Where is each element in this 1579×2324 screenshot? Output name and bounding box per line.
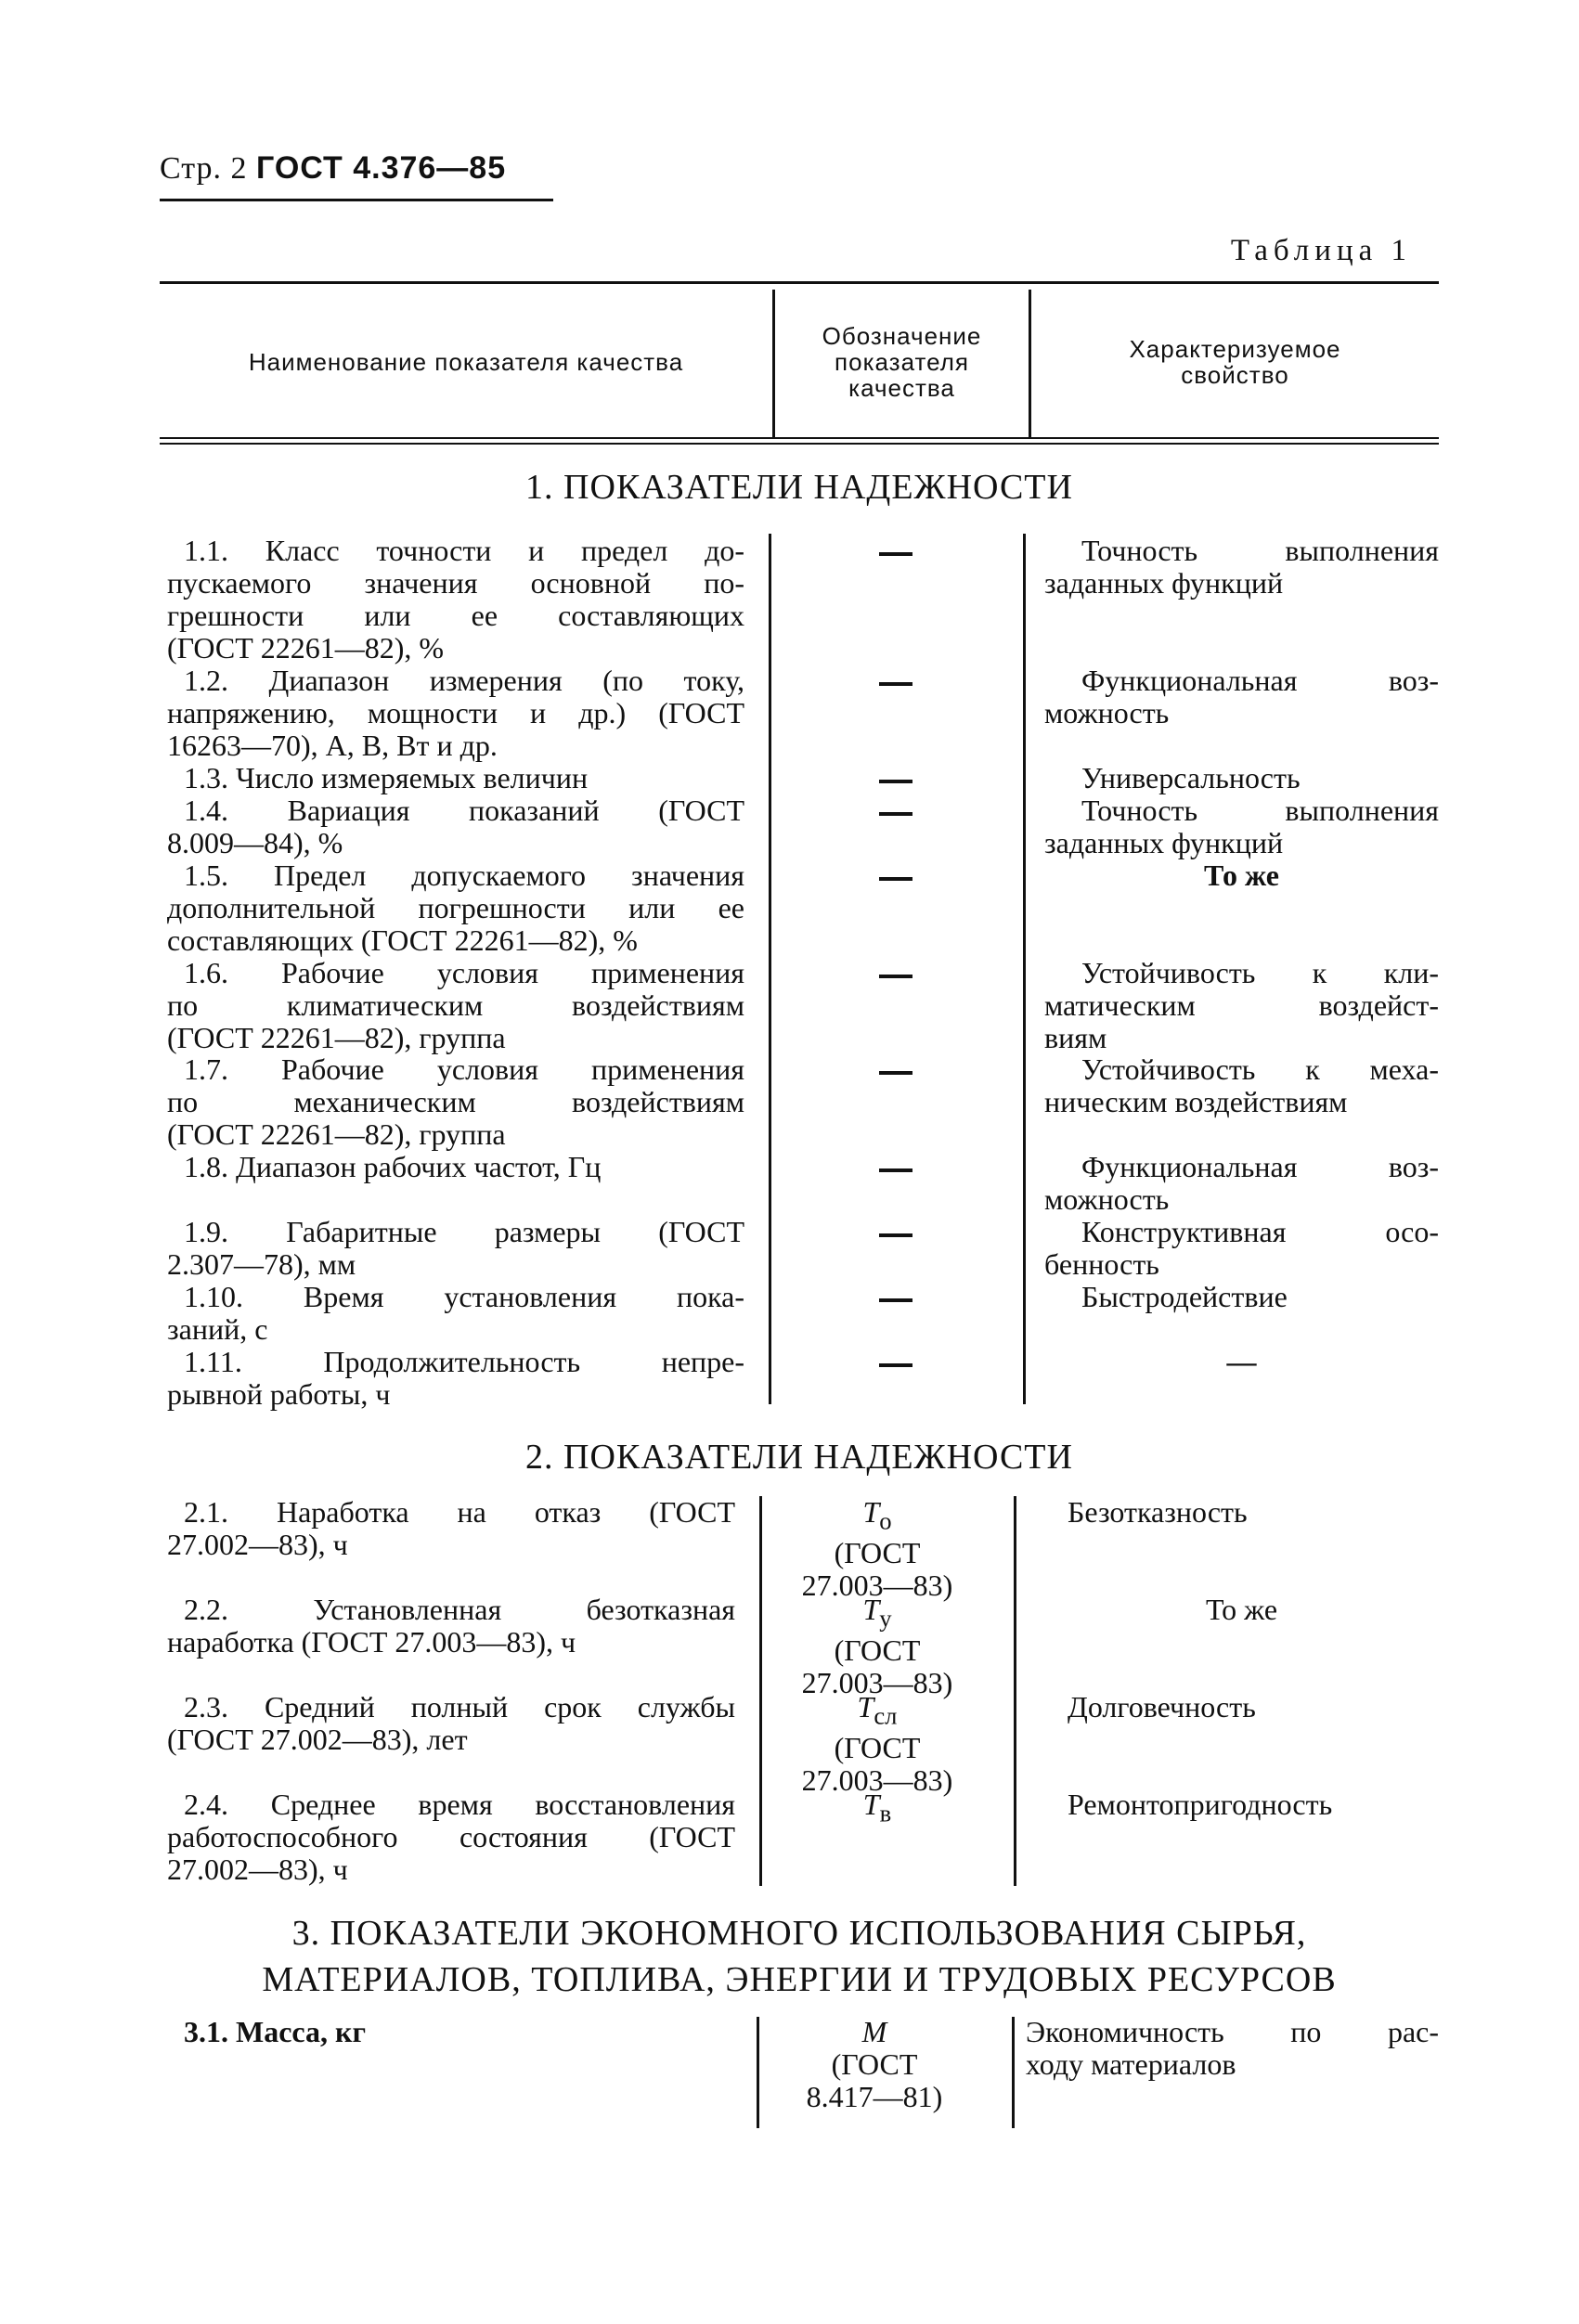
table-row-3-1: 3.1. Масса, кг [184,2016,366,2048]
section-1-divider-2 [1023,534,1026,1404]
designation-1-10 [780,1281,1012,1313]
property-2-1: Безотказность [1068,1496,1248,1529]
designation-2-4: $Т_в$ [862,1788,892,1827]
property-2-3: Долговечность [1068,1691,1256,1724]
property-1-3: Универсальность [1081,762,1301,794]
page-number: Стр. 2 [160,151,248,186]
column-header-name: Наименование показателя качества [248,348,684,376]
table-row-1-1: 1.1. Класс точности и предел до- пускаемого значения основной по- грешности или ее составляющих (ГОСТ 22261—82), % [167,535,744,665]
header-underline [160,199,553,201]
table-row-1-7: 1.7. Рабочие условия применения по механическим воздействиям (ГОСТ 22261—82), группа [167,1053,744,1151]
table-head-rule-2 [160,443,1439,445]
property-1-5: То же [1204,859,1279,892]
section-1-title: 1. ПОКАЗАТЕЛИ НАДЕЖНОСТИ [525,468,1073,507]
designation-1-7 [780,1053,1012,1086]
designation-3-1: М (ГОСТ 8.417—81) [806,2015,943,2113]
section-3-divider-2 [1012,2017,1015,2128]
designation-1-5 [780,859,1012,892]
designation-2-2: $Т_у$ (ГОСТ 27.003—83) [801,1593,953,1700]
page-header [160,150,506,187]
table-row-1-9: 1.9. Габаритные размеры (ГОСТ 2.307—78), мм [167,1216,744,1281]
table-row-1-6: 1.6. Рабочие условия применения по климатическим воздействиям (ГОСТ 22261—82), группа [167,957,744,1054]
table-row-2-4: 2.4. Среднее время восстановления работоспособного состояния (ГОСТ 27.002—83), ч [167,1788,735,1886]
property-1-9: Конструктивная осо- бенность [1044,1216,1439,1281]
property-1-8: Функциональная воз- можность [1044,1151,1439,1216]
property-1-11: — [1226,1345,1257,1378]
designation-1-4 [780,794,1012,827]
table-row-1-10: 1.10. Время установления пока- заний, с [167,1281,744,1346]
table-row-2-1: 2.1. Наработка на отказ (ГОСТ 27.002—83), ч [167,1496,735,1561]
designation-1-9 [780,1216,1012,1248]
standard-number: ГОСТ 4.376—85 [256,150,507,186]
table-row-1-8: 1.8. Диапазон рабочих частот, Гц [184,1151,602,1183]
designation-1-3 [780,762,1012,794]
property-1-7: Устойчивость к меха- ническим воздействиям [1044,1053,1439,1118]
column-header-designation: Обозначение показателя качества [822,322,982,402]
section-1-divider-1 [769,534,771,1404]
column-header-property: Характеризуемое свойство [1129,335,1341,389]
table-row-1-2: 1.2. Диапазон измерения (по току, напряжению, мощности и др.) (ГОСТ 16263—70), А, В, Вт и др. [167,665,744,762]
property-1-6: Устойчивость к кли- матическим воздейст- виям [1044,957,1439,1054]
property-1-4: Точность выполнения заданных функций [1044,794,1439,859]
property-1-2: Функциональная воз- можность [1044,665,1439,729]
table-row-1-11: 1.11. Продолжительность непре- рывной работы, ч [167,1346,744,1411]
designation-1-11 [780,1346,1012,1378]
property-2-2: То же [1205,1593,1278,1626]
table-row-2-3: 2.3. Средний полный срок службы (ГОСТ 27.002—83), лет [167,1691,735,1756]
designation-1-1 [780,535,1012,567]
designation-1-8 [780,1151,1012,1183]
section-2-title: 2. ПОКАЗАТЕЛИ НАДЕЖНОСТИ [525,1438,1073,1477]
table-row-1-3: 1.3. Число измеряемых величин [184,762,589,794]
table-caption: Таблица 1 [1230,234,1412,267]
table-row-1-4: 1.4. Вариация показаний (ГОСТ 8.009—84), % [167,794,744,859]
property-2-4: Ремонтопригодность [1068,1788,1333,1821]
property-3-1: Экономичность по рас- ходу материалов [1026,2016,1439,2081]
designation-2-1: $Т_о$ (ГОСТ 27.003—83) [801,1495,953,1603]
property-1-10: Быстродействие [1081,1281,1288,1313]
designation-1-6 [780,957,1012,989]
table-row-1-5: 1.5. Предел допускаемого значения дополнительной погрешности или ее составляющих (ГОСТ 22261—82), % [167,859,744,957]
table-row-2-2: 2.2. Установленная безотказная наработка (ГОСТ 27.003—83), ч [167,1594,735,1659]
section-2-divider-2 [1014,1496,1016,1886]
section-3-title: 3. ПОКАЗАТЕЛИ ЭКОНОМНОГО ИСПОЛЬЗОВАНИЯ СЫРЬЯ, МАТЕРИАЛОВ, ТОПЛИВА, ЭНЕРГИИ И ТРУДОВЫХ РЕСУРСОВ [262,1914,1337,1999]
property-1-1: Точность выполнения заданных функций [1044,535,1439,600]
designation-1-2 [780,665,1012,697]
designation-2-3: $Т_{сл}$ (ГОСТ 27.003—83) [801,1690,953,1798]
